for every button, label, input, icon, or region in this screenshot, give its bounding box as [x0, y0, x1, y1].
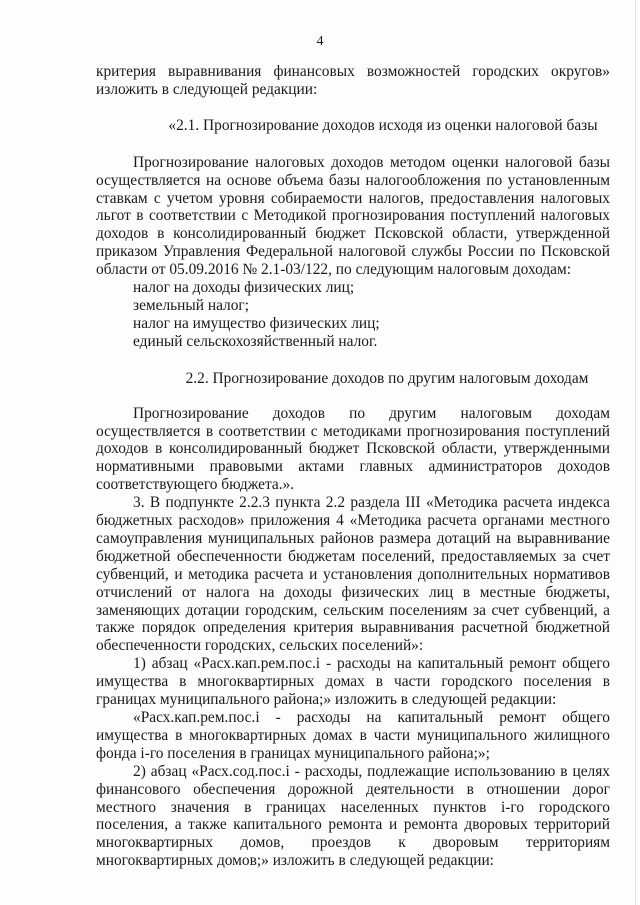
page-number: 4: [316, 34, 324, 49]
paragraph-2-2: Прогнозирование доходов по другим налоговым доходам осуществляется в соответствии с методиками прогнозирования поступлений доходов в консолидированный бюджет Псковской области, утвержденными нормативными правовыми актами главных администраторов доходов соответствующего бюджета.».: [96, 404, 610, 494]
intro-paragraph: критерия выравнивания финансовых возможностей городских округов» изложить в следующей редакции:: [96, 63, 610, 98]
list-item: налог на имущество физических лиц;: [133, 314, 380, 332]
list-item: земельный налог;: [133, 296, 250, 314]
list-item: налог на доходы физических лиц;: [133, 279, 355, 297]
section-heading-2-1: «2.1. Прогнозирование доходов исходя из оценки налоговой базы: [168, 116, 598, 134]
list-item: единый сельскохозяйственный налог.: [133, 332, 378, 350]
section-heading-2-2: 2.2. Прогнозирование доходов по другим налоговым доходам: [185, 369, 589, 387]
tax-list: [96, 279, 610, 351]
paragraph-subitem-2: 2) абзац «Расх.сод.пос.i - расходы, подлежащие использованию в целях финансового обеспечения дорожной деятельности в отношении дорог местного значения в границах населенных пунктов i-го городского поселения, а также капитального ремонта и ремонта дворовых территорий многоквартирных домов, проездов к дворовым территориям многоквартирных домов;» изложить в следующей редакции:: [96, 762, 610, 870]
paragraph-subitem-1: 1) абзац «Расх.кап.рем.пос.i - расходы на капитальный ремонт общего имущества в многоквартирных домах в части городского поселения в границах муниципального района;» изложить в следующей редакции:: [96, 655, 610, 709]
document-body: [96, 63, 610, 870]
paragraph-subitem-1-new-text: «Расх.кап.рем.пос.i - расходы на капитальный ремонт общего имущества в многоквартирных домах в части муниципального жилищного фонда i-го поселения в границах муниципального района;»;: [96, 709, 610, 762]
paragraph-item-3: 3. В подпункте 2.2.3 пункта 2.2 раздела III «Методика расчета индекса бюджетных расходов» приложения 4 «Методика расчета органами местного самоуправления муниципальных районов размера дотаций на выравнивание бюджетной обеспеченности бюджетам поселений, предоставляемых за счет субвенций, и методика расчета и установления дополнительных нормативов отчислений от налога на доходы физических лиц в местные бюджеты, заменяющих дотации городским, сельским поселениям за счет субвенций, а также порядок определения критерия выравнивания расчетной бюджетной обеспеченности городских, сельских поселений»:: [96, 494, 610, 655]
paragraph-2-1: Прогнозирование налоговых доходов методом оценки налоговой базы осуществляется на основе объема базы налогообложения по установленным ставкам с учетом уровня собираемости налогов, предоставления налоговых льгот в соответствии с Методикой прогнозирования поступлений налоговых доходов в консолидированный бюджет Псковской области, утвержденной приказом Управления Федеральной налоговой службы России по Псковской области от 05.09.2016 № 2.1-03/122, по следующим налоговым доходам:: [96, 153, 610, 279]
page-edge: [635, 0, 636, 905]
